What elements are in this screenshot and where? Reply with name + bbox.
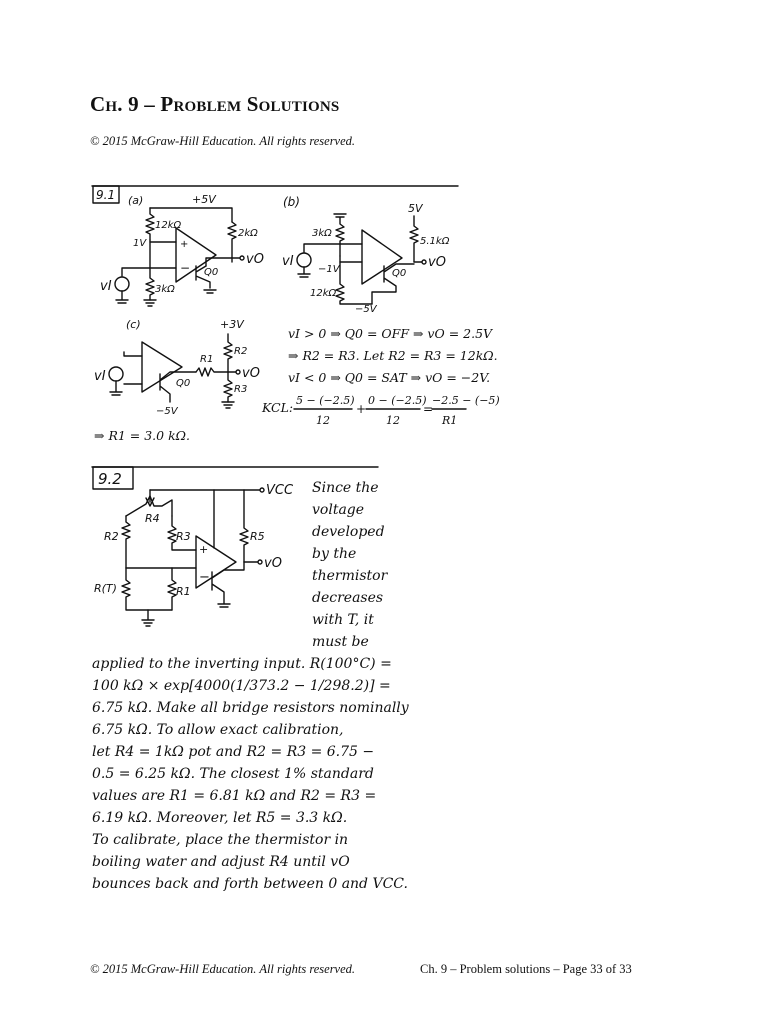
kcl-term1-num: 5 − (−2.5) (296, 394, 355, 407)
footer-copyright: © 2015 McGraw-Hill Education. All rights reserved. (90, 962, 356, 976)
body-line-9: To calibrate, place the thermistor in (92, 832, 349, 848)
circuit-b-neg5v: −5V (355, 304, 377, 315)
body-line-5: let R4 = 1kΩ pot and R2 = R3 = 6.75 − (92, 744, 375, 760)
side-line-4: by the (312, 546, 357, 562)
circuit-a-supply: +5V (192, 193, 216, 206)
circuit-b-minus1v: −1V (318, 264, 340, 275)
circuit-c-r1: R1 (200, 354, 214, 365)
circuit-c-q0: Q0 (176, 378, 191, 389)
circuit-c-label: (c) (126, 318, 141, 331)
side-line-1: Since the (312, 480, 379, 496)
circuit-a (100, 193, 264, 306)
kcl-term3-num: −2.5 − (−5) (432, 394, 500, 407)
side-line-7: with T, it (312, 612, 374, 628)
kcl-term2-num: 0 − (−2.5) (368, 394, 427, 407)
circuit-a-q0: Q0 (204, 267, 219, 278)
circuit-b-supply: 5V (408, 202, 423, 215)
circuit-b-q0: Q0 (392, 268, 407, 279)
body-line-11: bounces back and forth between 0 and VCC. (92, 876, 408, 892)
body-line-1: applied to the inverting input. R(100°C) = (92, 656, 392, 672)
body-line-7: values are R1 = 6.81 kΩ and R2 = R3 = (92, 788, 377, 804)
circuit-a-1v: 1V (133, 238, 147, 249)
body-line-10: boiling water and adjust R4 until vO (92, 854, 350, 870)
circuit-a-vo: vO (246, 252, 264, 267)
page-title: Ch. 9 – Problem Solutions (90, 92, 340, 116)
circuit-c-neg5v: −5V (156, 406, 178, 417)
problem-number-9-2: 9.2 (98, 470, 122, 488)
note-line-1: vI > 0 ⇒ Q0 = OFF ⇒ vO = 2.5V (288, 326, 493, 341)
kcl-term3-den: R1 (442, 414, 458, 427)
circuit-b-vi: vI (282, 254, 294, 269)
label-r3: R3 (176, 530, 191, 543)
circuit-c-vi: vI (94, 369, 106, 384)
label-rt: R(T) (94, 582, 117, 595)
circuit-b-r12k: 12kΩ (310, 288, 337, 299)
bridge-circuit (94, 483, 294, 626)
side-line-6: decreases (312, 590, 384, 606)
body-line-3: 6.75 kΩ. Make all bridge resistors nominally (92, 700, 409, 716)
body-line-2: 100 kΩ × exp[4000(1/373.2 − 1/298.2)] = (92, 678, 391, 694)
circuit-c-r2: R2 (234, 346, 248, 357)
result-r1: ⇒ R1 = 3.0 kΩ. (94, 428, 190, 443)
kcl-term2-den: 12 (386, 414, 400, 427)
circuit-a-r12k: 12kΩ (155, 220, 182, 231)
header-copyright: © 2015 McGraw-Hill Education. All rights reserved. (90, 134, 356, 148)
circuit-b (282, 195, 450, 315)
circuit-c-vo: vO (242, 366, 260, 381)
note-line-2: ⇒ R2 = R3. Let R2 = R3 = 12kΩ. (288, 348, 498, 363)
kcl-equals: = (423, 402, 434, 416)
kcl-plus: + (356, 402, 367, 416)
label-plus: + (199, 543, 209, 556)
side-line-5: thermistor (312, 568, 388, 584)
circuit-a-label: (a) (128, 194, 144, 207)
problem-number-9-1: 9.1 (96, 188, 116, 202)
side-line-8: must be (312, 634, 369, 650)
circuit-c (94, 318, 260, 417)
circuit-b-r5k1: 5.1kΩ (420, 236, 450, 247)
circuit-a-r2k: 2kΩ (238, 228, 258, 239)
kcl-term1-den: 12 (316, 414, 330, 427)
label-r2: R2 (104, 530, 119, 543)
kcl-label: KCL: (262, 400, 294, 415)
label-vo: vO (264, 556, 282, 571)
side-line-2: voltage (312, 502, 365, 518)
circuit-a-vi: vI (100, 279, 112, 294)
body-line-4: 6.75 kΩ. To allow exact calibration, (92, 722, 344, 738)
label-r5: R5 (250, 530, 265, 543)
label-r4: R4 (145, 512, 160, 525)
circuit-b-r3k: 3kΩ (312, 228, 332, 239)
footer-page-number: Ch. 9 – Problem solutions – Page 33 of 33 (420, 962, 632, 976)
circuit-c-supply: +3V (220, 318, 244, 331)
circuit-b-label: (b) (283, 195, 300, 209)
circuit-a-minus: − (180, 261, 191, 275)
kcl-equation (261, 394, 500, 427)
body-line-8: 6.19 kΩ. Moreover, let R5 = 3.3 kΩ. (92, 810, 348, 826)
problem-9-1 (92, 186, 500, 443)
circuit-a-r3k: 3kΩ (155, 284, 175, 295)
problem-9-2 (92, 467, 410, 892)
label-minus: − (199, 570, 210, 585)
label-r1: R1 (176, 585, 191, 598)
side-line-3: developed (312, 524, 385, 540)
circuit-b-vo: vO (428, 255, 446, 270)
circuit-c-r3: R3 (234, 384, 248, 395)
label-vcc: VCC (266, 483, 294, 498)
body-line-6: 0.5 = 6.25 kΩ. The closest 1% standard (92, 766, 374, 782)
note-line-3: vI < 0 ⇒ Q0 = SAT ⇒ vO = −2V. (288, 370, 491, 385)
circuit-a-plus: + (180, 239, 189, 250)
